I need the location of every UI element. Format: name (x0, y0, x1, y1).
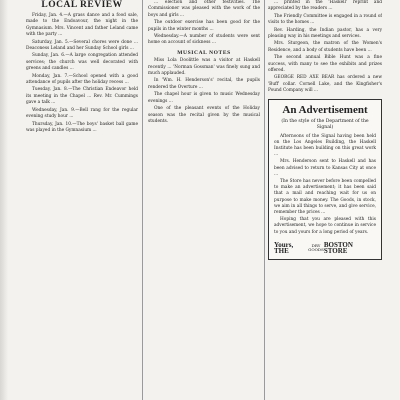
column-three (268, 0, 382, 400)
signature-store-name: BOSTON STORE (323, 240, 353, 256)
ad-paragraph: Hoping that you are pleased with this advertisement, we hope to continue in service to you and yours for a long period of years. (274, 217, 376, 235)
col2b-paragraph: Miss Lola Doolittle was a visitor at Haskell recently ... 'Norman Gossman' was finely sung and much applauded. (148, 58, 260, 77)
signature-left: Yours, THE (274, 240, 294, 256)
col3-paragraph: Mrs. Sturgeon, the matron of the Women's Residence, and a body of students have been ... (268, 41, 382, 53)
col2-paragraph: Wednesday.—A number of students were sent home on account of sickness ... (148, 34, 260, 46)
col2-paragraph: The outdoor exercise has been good for the pupils in the winter months ... (148, 20, 260, 32)
col1-paragraph: Saturday, Jan. 5.—Several chores were done ... Deaconess Leland and her Sunday School girls ... (26, 39, 138, 52)
column-one (26, 0, 138, 400)
col3-paragraph: The second annual Bible Hunt was a fine success, with many to see the exhibits and prizes offered. (268, 55, 382, 74)
col1-paragraph: Thursday, Jan. 10.—The boys' basket ball game was played in the Gymnasium ... (26, 121, 138, 133)
col3-paragraph: Rev. Harding, the Indian pastor, has a very pleasing way in his meetings and services. (268, 27, 382, 40)
col2b-paragraph: One of the pleasant events of the Holiday season was the recital given by the musical students. (148, 106, 260, 124)
col2-paragraph: ... election and other festivities. The Commissioner was pleased with the work of the boys and girls ... (148, 0, 260, 18)
page-binding-edge (0, 0, 8, 400)
col3-paragraph: The Friendly Committee is engaged in a round of visits to the homes ... (268, 13, 382, 26)
ad-paragraph: The Store has never before been compelled to make an advertisement; it has been said that a mail and reaching wait for us on purpose to make money. The Goods, in stock, we aim in all things to serve, and give service, remember the prices ... (274, 178, 376, 215)
signature-mid: DRY GOODS (308, 242, 324, 253)
column-two (148, 0, 260, 400)
col2b-paragraph: The chapel hour is given to music Wednesday evenings ... (148, 92, 260, 104)
column-rule (264, 0, 265, 400)
col1-paragraph: Sunday, Jan. 6.—A large congregation attended services; the church was well decorated with greens and candles ... (26, 53, 138, 72)
section-header-title: LOCAL REVIEW (41, 0, 123, 10)
advertisement-body (274, 134, 376, 236)
col3-paragraph: ... printed in the 'Haskell' reprint and appreciated by the readers ... (268, 0, 382, 12)
col1-paragraph: Tuesday, Jan. 8.—The Christian Endeavor held its meeting in the Chapel ... Rev. Mr. Cummings gave a talk ... (26, 87, 138, 106)
musical-notes-title: MUSICAL NOTES (177, 49, 231, 56)
ad-paragraph: Mrs. Henderson sent to Haskell and has been advised to return to Kansas City at once ... (274, 159, 376, 177)
col2b-paragraph: In 'Wm. H. Henderson's' recital, the pupils rendered the Overture ... (148, 78, 260, 90)
advertisement-signature (274, 242, 376, 255)
ad-paragraph: Afternoons of the Signal having been held on the Los Angeles Building, the Haskell Institute has been building on this great work ... (274, 133, 376, 158)
advertisement-subtitle: (In the style of the Department of the Signal) (281, 118, 369, 131)
col1-paragraph: Friday, Jan. 4.—A grass dance and a food sale, made to the Endoavour, the night in the Gymnasium. Mrs. Vincent and father Leland came with the party ... (26, 13, 138, 38)
col1-paragraph: Wednesday, Jan. 9.—Bell rang for the regular evening study hour ... (26, 107, 138, 120)
column-rule (142, 0, 143, 400)
col3-paragraph: GEORGE RED AXE BEAR has ordered a new 'Buff' collar. Cornell Lake, and the Kingfisher's Pound Company will ... (268, 75, 382, 94)
advertisement-box (268, 99, 382, 260)
advertisement-title: An Advertisement (282, 103, 368, 116)
col1-paragraph: Monday, Jan. 7.—School opened with a good attendance of pupils after the holiday recess ... (26, 73, 138, 86)
